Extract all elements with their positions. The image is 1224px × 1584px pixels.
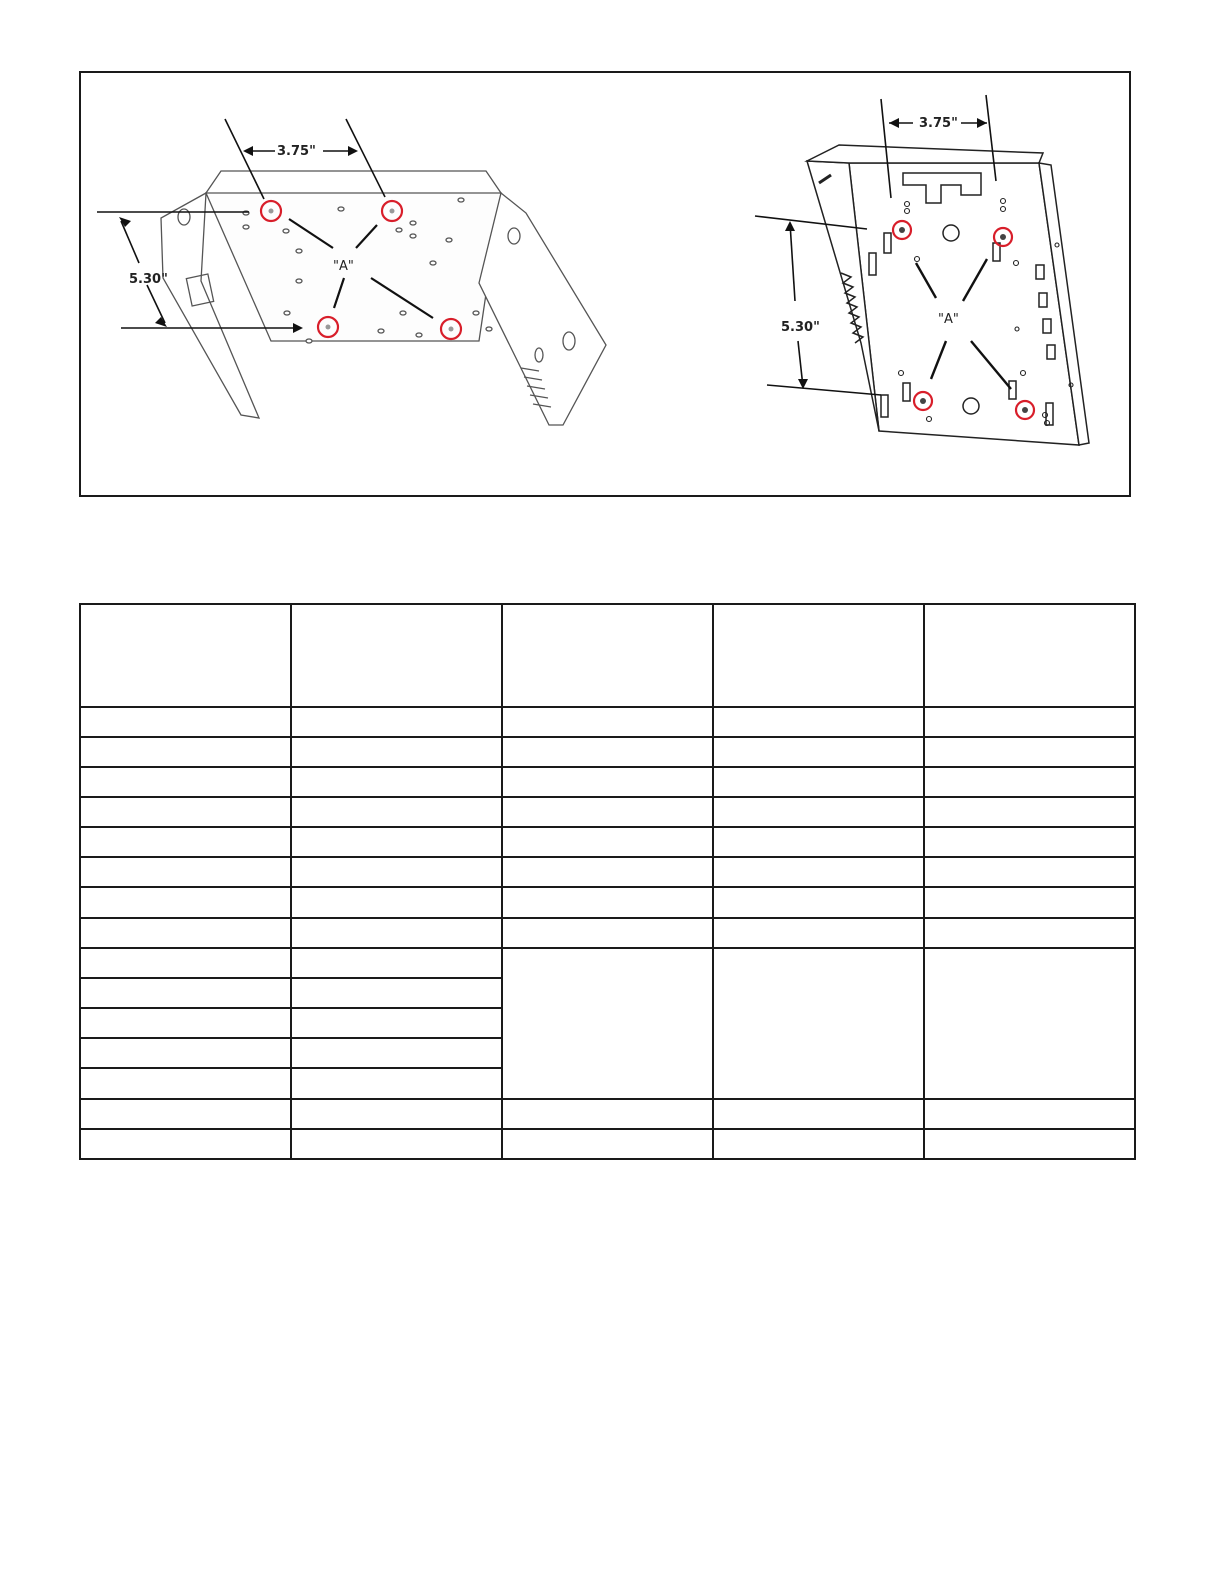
table-row: [80, 857, 1135, 887]
table-cell: [80, 797, 291, 827]
table-cell: [291, 1129, 502, 1159]
table-cell: [291, 887, 502, 917]
table-cell: [80, 737, 291, 767]
table-cell: [502, 797, 713, 827]
table-cell: [80, 918, 291, 948]
merged-cell: [924, 948, 1135, 1099]
table-cell: [80, 978, 291, 1008]
table-cell: [924, 737, 1135, 767]
right-hole-label: "A": [938, 312, 959, 327]
table-cell: [502, 737, 713, 767]
table-cell: [713, 1129, 924, 1159]
table-cell: [291, 918, 502, 948]
table-cell: [291, 1068, 502, 1098]
right-top-flange: [807, 145, 1043, 163]
table-cell: [291, 1038, 502, 1068]
table-cell: [502, 887, 713, 917]
table-cell: [291, 857, 502, 887]
table-cell: [924, 827, 1135, 857]
table-row: [80, 1129, 1135, 1159]
table-cell: [80, 948, 291, 978]
table-cell: [291, 737, 502, 767]
table-cell: [291, 948, 502, 978]
spec-table: [79, 603, 1136, 1160]
table-cell: [924, 767, 1135, 797]
table-cell: [291, 707, 502, 737]
table-cell: [80, 767, 291, 797]
left-top-rim: [206, 171, 501, 193]
table-cell: [713, 1099, 924, 1129]
table-cell: [80, 1008, 291, 1038]
right-width-dimension: 3.75": [919, 116, 958, 131]
left-hole-label: "A": [333, 259, 354, 274]
table-row: [80, 948, 1135, 978]
table-row: [80, 918, 1135, 948]
table-cell: [291, 767, 502, 797]
table-cell: [80, 1068, 291, 1098]
table-cell: [502, 707, 713, 737]
table-cell: [502, 918, 713, 948]
table-cell: [713, 918, 924, 948]
table-cell: [924, 857, 1135, 887]
table-row: [80, 767, 1135, 797]
table-cell: [502, 1099, 713, 1129]
table-header-row: [80, 604, 1135, 707]
table-cell: [924, 1099, 1135, 1129]
table-row: [80, 827, 1135, 857]
table-cell: [924, 918, 1135, 948]
table-cell: [924, 1129, 1135, 1159]
header-cell: [291, 604, 502, 707]
table-cell: [713, 707, 924, 737]
table-cell: [713, 737, 924, 767]
left-width-dimension: 3.75": [277, 144, 316, 159]
table-cell: [291, 827, 502, 857]
merged-cell: [502, 948, 713, 1099]
table-cell: [924, 797, 1135, 827]
table-cell: [80, 827, 291, 857]
table-cell: [291, 978, 502, 1008]
table-cell: [924, 887, 1135, 917]
table-cell: [291, 797, 502, 827]
table-row: [80, 737, 1135, 767]
table-row: [80, 707, 1135, 737]
table-cell: [502, 1129, 713, 1159]
figure-frame: [79, 71, 1131, 497]
table-cell: [502, 827, 713, 857]
right-bracket-diagram: [755, 95, 1089, 445]
header-cell: [924, 604, 1135, 707]
table-row: [80, 1099, 1135, 1129]
table-cell: [80, 1099, 291, 1129]
table-cell: [713, 797, 924, 827]
table-row: [80, 797, 1135, 827]
table-cell: [924, 707, 1135, 737]
table-cell: [502, 857, 713, 887]
right-height-dimension: 5.30": [781, 320, 820, 335]
table-cell: [80, 857, 291, 887]
table-cell: [713, 887, 924, 917]
table-cell: [713, 857, 924, 887]
table-cell: [80, 887, 291, 917]
header-cell: [713, 604, 924, 707]
bracket-diagrams: [81, 73, 1129, 495]
table-cell: [713, 767, 924, 797]
table-cell: [713, 827, 924, 857]
merged-cell: [713, 948, 924, 1099]
header-cell: [502, 604, 713, 707]
table-cell: [80, 707, 291, 737]
left-height-dimension: 5.30": [129, 272, 168, 287]
header-cell: [80, 604, 291, 707]
table-cell: [291, 1008, 502, 1038]
table-row: [80, 887, 1135, 917]
table-cell: [80, 1038, 291, 1068]
table-cell: [291, 1099, 502, 1129]
right-side-flange: [479, 193, 606, 425]
table-cell: [80, 1129, 291, 1159]
table-cell: [502, 767, 713, 797]
